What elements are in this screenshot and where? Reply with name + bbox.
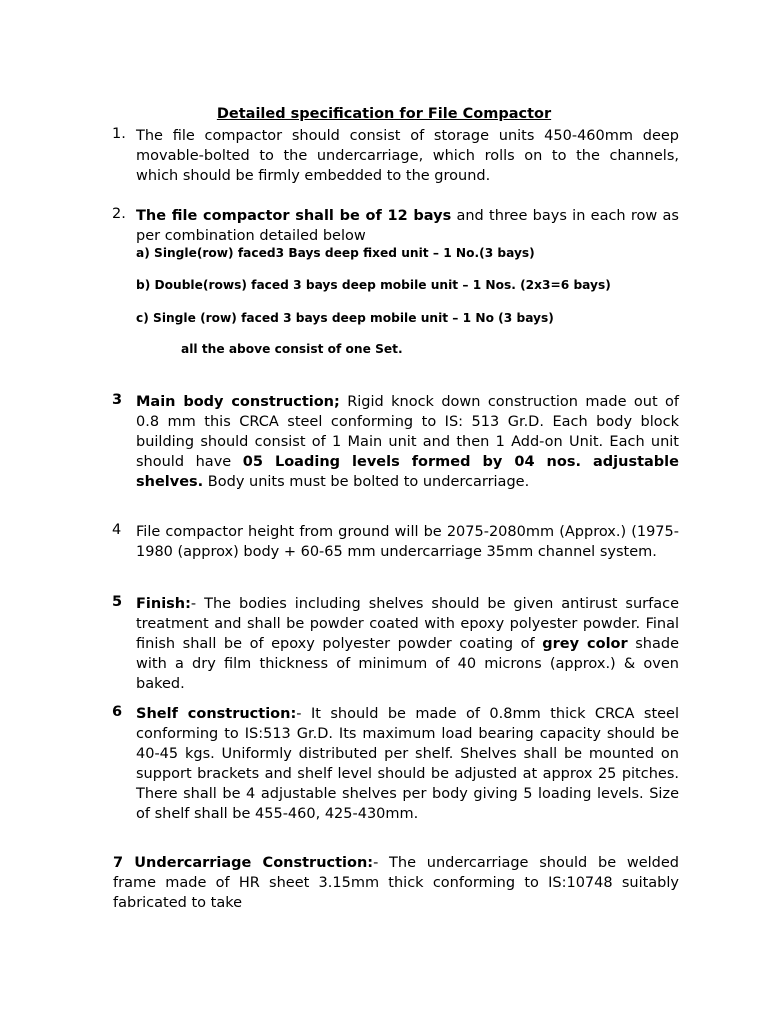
item-5-lead: Finish: <box>136 596 191 612</box>
item-3-bold: 05 Loading levels formed by 04 nos. adjustable shelves. <box>136 454 679 490</box>
item-3-text-c: Body units must be bolted to undercarriage. <box>203 474 530 490</box>
item-2-text: and three bays in each row as per combination detailed below <box>136 208 679 244</box>
document-title: Detailed specification for File Compactor <box>216 106 552 122</box>
item-2-sub-a: a) Single(row) faced3 Bays deep fixed unit – 1 No.(3 bays) <box>136 246 535 260</box>
item-2-note: all the above consist of one Set. <box>181 342 403 356</box>
item-7-paragraph <box>113 853 679 913</box>
item-3-paragraph <box>136 392 679 492</box>
item-2-lead: The file compactor shall be of 12 bays <box>136 208 452 224</box>
item-2-number: 2. <box>112 206 126 222</box>
item-7-lead: 7 Undercarriage Construction: <box>113 855 374 871</box>
item-1-number: 1. <box>112 126 126 142</box>
item-5-paragraph <box>136 594 679 694</box>
item-6-number: 6 <box>112 704 123 720</box>
item-4-text: File compactor height from ground will be 2075-2080mm (Approx.) (1975-1980 (approx) body + 60-65 mm undercarriage 35mm channel system. <box>136 524 679 560</box>
item-2-paragraph <box>136 206 679 246</box>
item-6-lead: Shelf construction: <box>136 706 297 722</box>
item-3-lead: Main body construction; <box>136 394 340 410</box>
item-5-number: 5 <box>112 594 123 610</box>
item-2-sub-b: b) Double(rows) faced 3 bays deep mobile unit – 1 Nos. (2x3=6 bays) <box>136 278 611 292</box>
item-3-text-a: Rigid knock down construction made out of 0.8 mm this CRCA steel conforming to IS: 513 Gr.D. Each body block building should consist of 1 Main unit and then 1 Add-on Unit. Each unit should have <box>136 394 679 470</box>
item-1-text: The file compactor should consist of storage units 450-460mm deep movable-bolted to the undercarriage, which rolls on to the channels, which should be firmly embedded to the ground. <box>136 128 679 184</box>
item-5-bold: grey color <box>542 636 628 652</box>
item-5-text-c: shade with a dry film thickness of minimum of 40 microns (approx.) & oven baked. <box>136 636 679 692</box>
item-7-text: - The undercarriage should be welded frame made of HR sheet 3.15mm thick conforming to IS:10748 suitably fabricated to take <box>113 855 679 911</box>
item-4-number: 4 <box>112 522 122 538</box>
item-6-text: - It should be made of 0.8mm thick CRCA steel conforming to IS:513 Gr.D. Its maximum load bearing capacity should be 40-45 kgs. Uniformly distributed per shelf. Shelves shall be mounted on support brackets and shelf level should be adjusted at approx 25 pitches. There shall be 4 adjustable shelves per body giving 5 loading levels. Size of shelf shall be 455-460, 425-430mm. <box>136 706 679 822</box>
item-3-number: 3 <box>112 392 123 408</box>
item-5-text-a: - The bodies including shelves should be given antirust surface treatment and shall be powder coated with epoxy polyester powder. Final finish shall be of epoxy polyester powder coating of <box>136 596 679 652</box>
item-6-paragraph <box>136 704 679 824</box>
item-2-sub-c: c) Single (row) faced 3 bays deep mobile unit – 1 No (3 bays) <box>136 311 554 325</box>
